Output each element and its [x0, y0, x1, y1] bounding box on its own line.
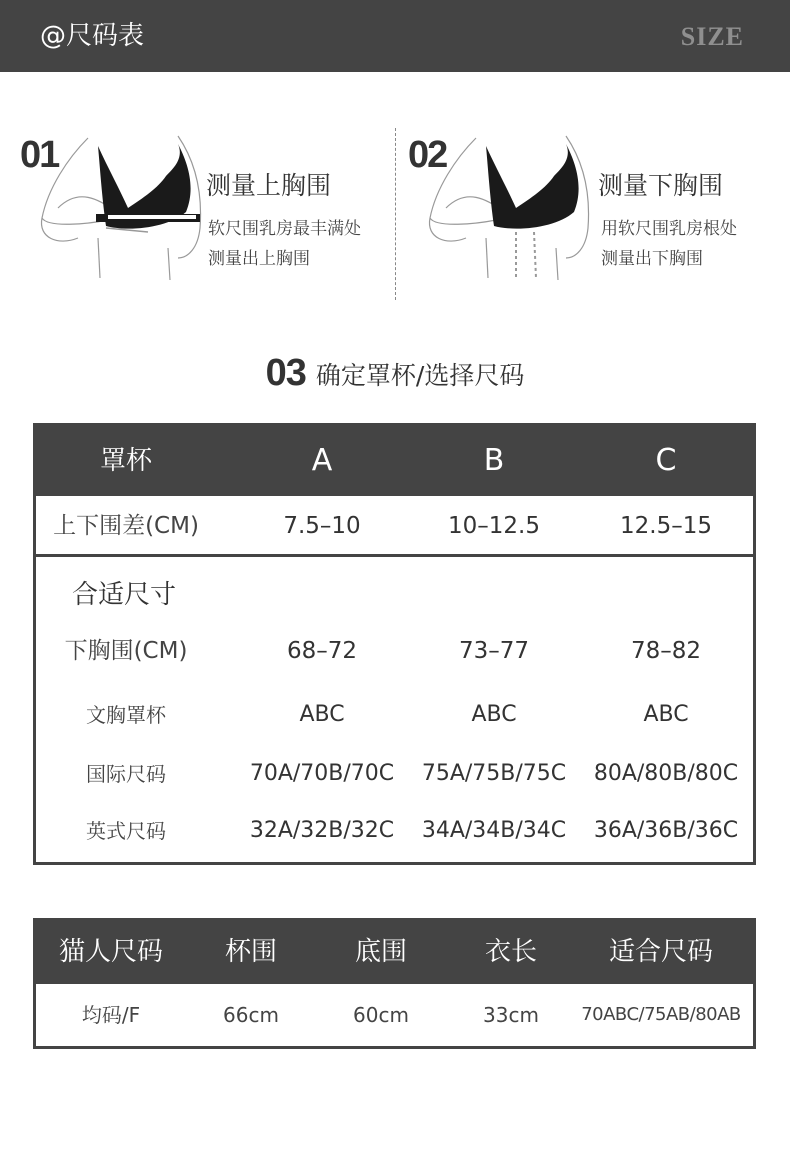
table-cell: 7.5–10	[283, 513, 361, 539]
table-row	[36, 626, 753, 676]
product-table-header	[36, 921, 753, 984]
table-cell: ABC	[471, 702, 517, 727]
table-cell: 68–72	[286, 638, 358, 664]
step-description	[208, 214, 361, 274]
row-label: 下胸围(CM)	[64, 638, 188, 664]
table-row	[36, 984, 753, 1046]
table-row	[36, 690, 753, 740]
table-cell: 73–77	[458, 638, 530, 664]
table-cell: 70ABC/75AB/80AB	[581, 1004, 741, 1025]
step-number: 02	[408, 134, 447, 176]
header-cell: 适合尺码	[608, 937, 713, 967]
table-cell: 均码/F	[81, 1003, 141, 1027]
step-heading: 测量上胸围	[206, 171, 332, 200]
cup-size-table	[33, 423, 756, 865]
table-cell: 10–12.5	[448, 513, 540, 539]
table-row	[36, 806, 753, 856]
step-desc-line: 用软尺围乳房根处	[601, 219, 737, 239]
header-cell: 杯围	[224, 937, 277, 967]
row-label: 上下围差(CM)	[53, 513, 199, 539]
difference-row	[36, 496, 753, 557]
table-row	[36, 749, 753, 799]
row-label: 文胸罩杯	[86, 703, 166, 727]
header-cell: 猫人尺码	[58, 937, 163, 967]
header-title: @尺码表	[40, 21, 145, 51]
step-desc-line: 软尺围乳房最丰满处	[208, 219, 361, 239]
header-cell: 衣长	[484, 937, 537, 967]
header-cell: A	[311, 443, 333, 478]
section-heading: 确定罩杯/选择尺码	[315, 360, 525, 390]
section-title	[0, 352, 790, 395]
cup-table-header	[36, 426, 753, 496]
header-cell: B	[483, 443, 505, 478]
table-cell: 12.5–15	[620, 513, 712, 539]
table-cell: 33cm	[483, 1003, 539, 1027]
section-number: 03	[265, 352, 306, 394]
table-cell: 60cm	[353, 1003, 409, 1027]
step-description	[601, 214, 737, 274]
step-heading: 测量下胸围	[598, 171, 724, 200]
row-label: 国际尺码	[86, 762, 166, 786]
page-header	[0, 0, 790, 72]
step-02	[408, 128, 778, 298]
dashed-divider	[395, 128, 396, 300]
table-cell: 78–82	[630, 638, 702, 664]
header-cell: 罩杯	[99, 446, 152, 476]
header-cell: 底围	[354, 937, 407, 967]
table-cell: 36A/36B/36C	[593, 818, 739, 843]
table-cell: ABC	[299, 702, 345, 727]
table-cell: 34A/34B/34C	[421, 818, 567, 843]
table-cell: 66cm	[223, 1003, 279, 1027]
fit-size-title: 合适尺寸	[72, 580, 177, 610]
step-01	[20, 128, 390, 298]
step-number: 01	[20, 134, 59, 176]
step-desc-line: 测量出下胸围	[601, 249, 703, 269]
step-desc-line: 测量出上胸围	[208, 249, 310, 269]
product-size-table	[33, 918, 756, 1049]
table-cell: 32A/32B/32C	[249, 818, 395, 843]
table-cell: 75A/75B/75C	[421, 761, 567, 786]
table-cell: 70A/70B/70C	[249, 761, 395, 786]
table-cell: 80A/80B/80C	[593, 761, 739, 786]
header-cell: C	[655, 443, 677, 478]
table-cell: ABC	[643, 702, 689, 727]
row-label: 英式尺码	[86, 819, 166, 843]
header-size-word: SIZE	[680, 22, 744, 51]
